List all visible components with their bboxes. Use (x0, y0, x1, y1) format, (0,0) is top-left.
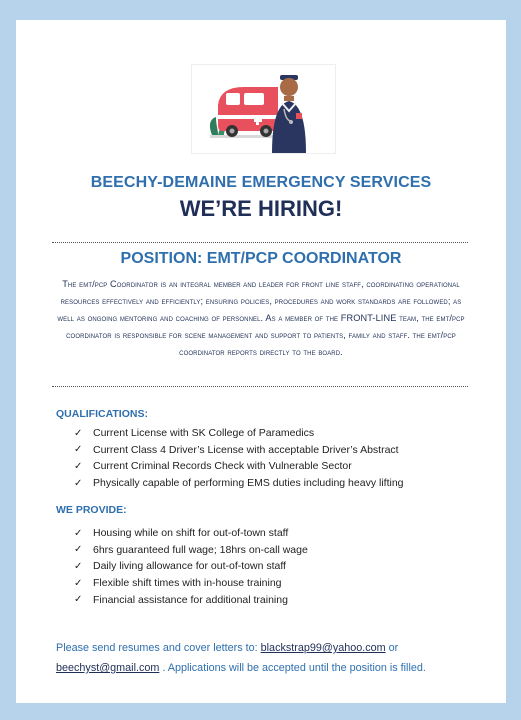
checkmark-icon: ✓ (74, 577, 83, 589)
position-description: The emt/pcp Coordinator is an integral member and leader for front line staff, coordinating operational resources effectively and efficiently; ensuring policies, procedures and work standards are followed; as well as ongoing mentoring and coaching of personnel. As a member of the FRONT-LINE team, the emt/pcp coordinator is responsible for scene management and support to patients, family and staff. the emt/pcp coordinator reports directly to the board. (57, 279, 465, 357)
we-provide-heading: WE PROVIDE: (56, 504, 127, 516)
list-item: ✓ Current Criminal Records Check with Vulnerable Sector (74, 460, 352, 473)
list-item: ✓ Flexible shift times with in-house training (74, 577, 282, 590)
divider-bottom (52, 386, 468, 387)
list-item: ✓ Housing while on shift for out-of-town staff (74, 527, 289, 540)
qualifications-heading: QUALIFICATIONS: (56, 408, 148, 420)
organization-name: BEECHY-DEMAINE EMERGENCY SERVICES (90, 174, 432, 191)
list-item: ✓ Current Class 4 Driver’s License with acceptable Driver’s Abstract (74, 443, 399, 456)
checkmark-icon: ✓ (74, 444, 83, 456)
checkmark-icon: ✓ (74, 477, 83, 489)
email-link-yahoo[interactable]: blackstrap99@yahoo.com (260, 642, 386, 654)
checkmark-icon: ✓ (74, 460, 83, 472)
checkmark-icon: ✓ (74, 527, 83, 539)
list-item: ✓ Financial assistance for additional training (74, 593, 288, 606)
checkmark-icon: ✓ (74, 560, 83, 572)
list-item: ✓ Current License with SK College of Paramedics (74, 427, 315, 440)
list-item: ✓ Daily living allowance for out-of-town staff (74, 560, 286, 573)
paramedic-ambulance-illustration (191, 64, 336, 154)
email-link-gmail[interactable]: beechyst@gmail.com (56, 662, 160, 674)
hiring-headline: WE’RE HIRING! (179, 196, 343, 221)
checkmark-icon: ✓ (74, 544, 83, 556)
checkmark-icon: ✓ (74, 427, 83, 439)
flyer-page (16, 20, 506, 703)
position-title: POSITION: EMT/PCP COORDINATOR (120, 250, 402, 267)
we-provide-list (74, 525, 308, 608)
list-item: ✓ Physically capable of performing EMS duties including heavy lifting (74, 477, 404, 490)
qualifications-list (74, 425, 404, 491)
contact-paragraph (56, 638, 476, 678)
contact-suffix: . Applications will be accepted until the position is filled. (159, 662, 426, 674)
contact-middle: or (385, 642, 399, 654)
checkmark-icon: ✓ (74, 594, 83, 606)
contact-prefix: Please send resumes and cover letters to: (56, 642, 261, 654)
divider-top (52, 242, 468, 243)
list-item: ✓ 6hrs guaranteed full wage; 18hrs on-call wage (74, 543, 308, 556)
